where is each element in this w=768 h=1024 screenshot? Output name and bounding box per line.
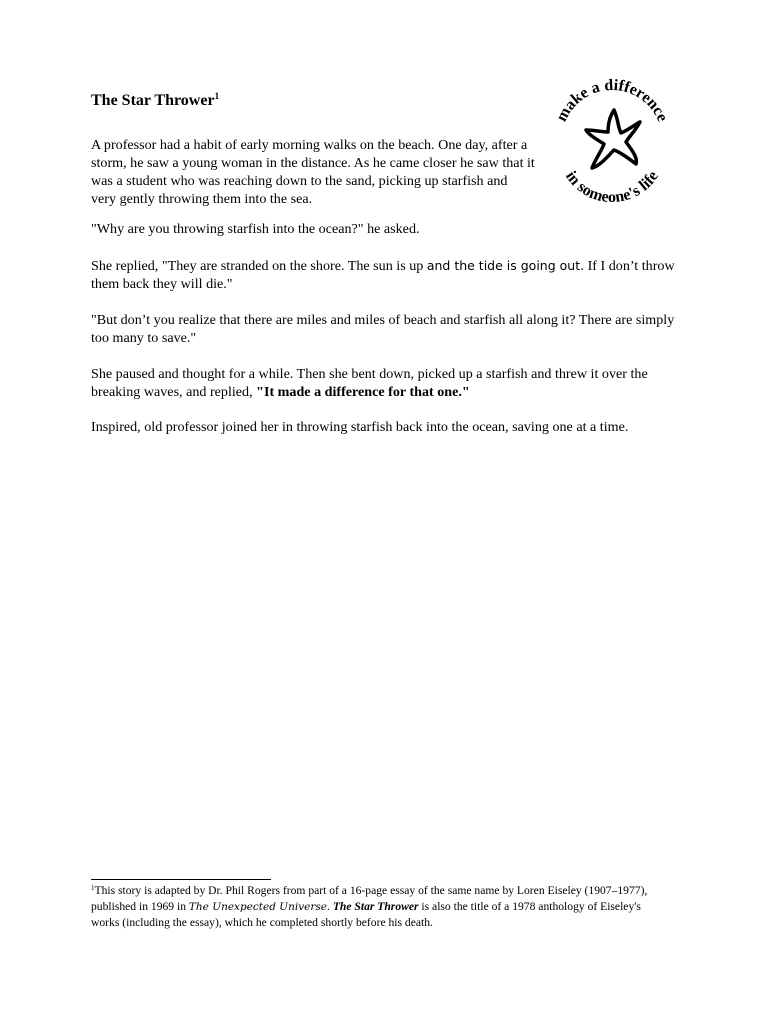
paragraph-3: She replied, "They are stranded on the shore. The sun is up and the tide is going out. If I don’t throw them back they will die." [91, 258, 675, 292]
star-thrower-title: The Star Thrower [332, 899, 419, 913]
paragraph-6: Inspired, old professor joined her in throwing starfish back into the ocean, saving one at a time. [91, 419, 629, 435]
logo-bottom-text: in someone's life [562, 168, 662, 206]
footnote: $^1$This story is adapted by Dr. Phil Rogers from part of a 16-page essay of the same name by Loren Eiseley (1907–1977), published in 1969 in The Unexpected Universe. The Star Thrower is also the title of a 1978 anthology of Eiseley's works (including the essay), which he completed shortly before his death. [91, 884, 648, 929]
paragraph-1: A professor had a habit of early morning walks on the beach. One day, after a storm, he saw a young woman in the distance. As he came closer he saw that it was a student who was reaching down to the sand, picking up starfish and very gently throwing them into the sea. [91, 137, 535, 207]
make-a-difference-logo [548, 78, 676, 206]
paragraph-2: "Why are you throwing starfish into the ocean?" he asked. [91, 221, 420, 237]
footnote-divider [91, 879, 271, 880]
logo-top-text: make a difference [553, 78, 671, 125]
book-title: The Unexpected Universe [188, 900, 328, 913]
paragraph-5: She paused and thought for a while. Then she bent down, picked up a starfish and threw it over the breaking waves, and replied, "It made a difference for that one." [91, 366, 648, 400]
document-title: The Star Thrower$^1$ [91, 91, 220, 109]
paragraph-4: "But don’t you realize that there are miles and miles of beach and starfish all along it? There are simply too many to save." [91, 312, 675, 346]
starfish-icon [586, 110, 640, 168]
title-footnote-marker: 1 [214, 91, 220, 101]
footnote-marker: 1 [91, 884, 95, 892]
quote-bold: "It made a difference for that one." [256, 384, 470, 400]
